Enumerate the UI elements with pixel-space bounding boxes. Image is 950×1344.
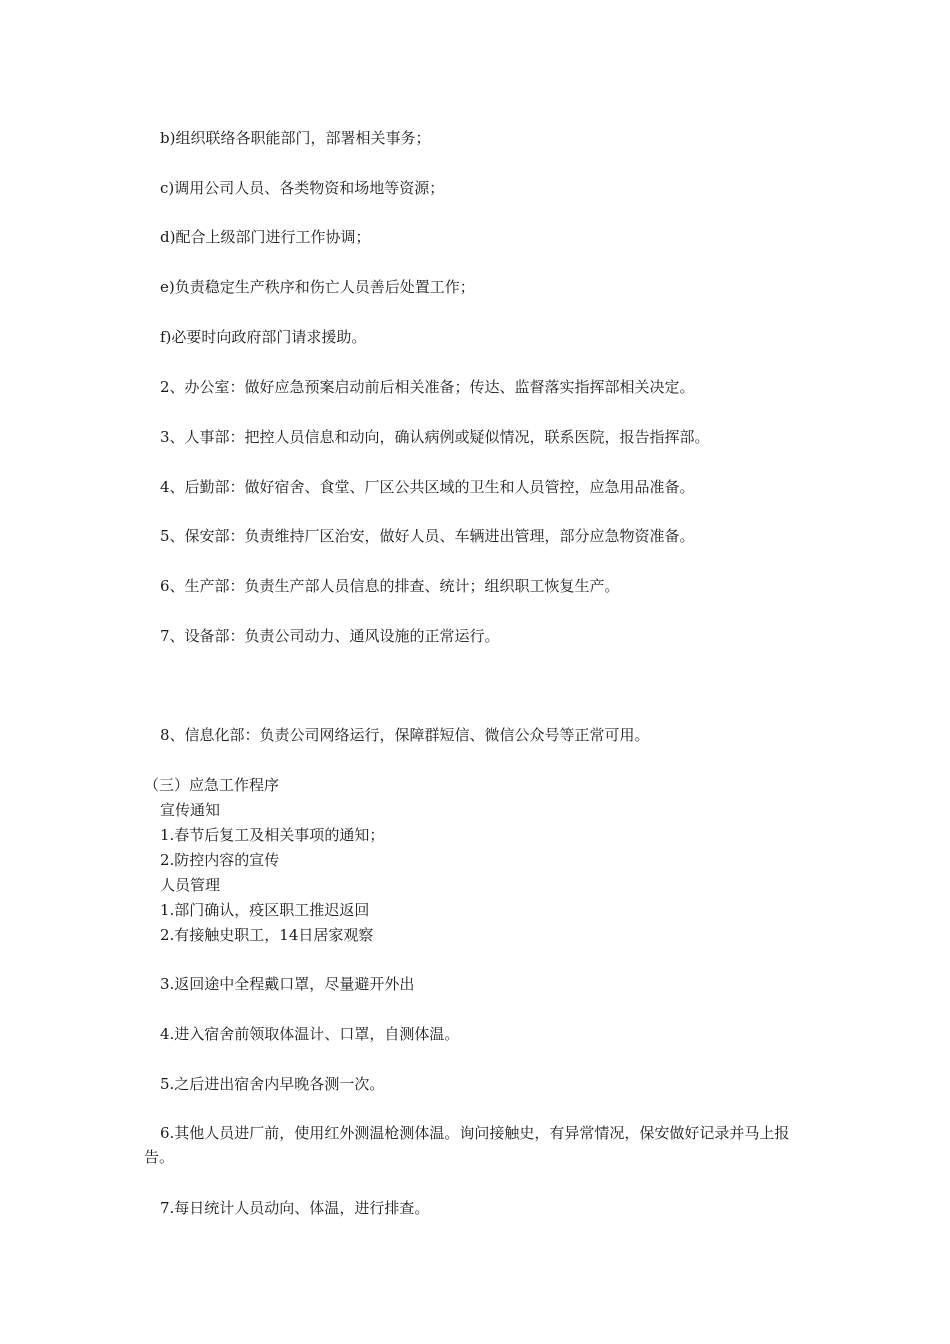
section-heading: （三）应急工作程序 — [144, 776, 280, 794]
paragraph-hr: 3、人事部：把控人员信息和动向，确认病例或疑似情况，联系医院，报告指挥部。 — [160, 428, 710, 446]
list-item: 7.每日统计人员动向、体温，进行排查。 — [160, 1199, 430, 1217]
paragraph-c: c)调用公司人员、各类物资和场地等资源； — [160, 179, 445, 197]
subheading-personnel: 人员管理 — [160, 876, 221, 894]
list-item: 5.之后进出宿舍内早晚各测一次。 — [160, 1075, 385, 1093]
paragraph-production: 6、生产部：负责生产部人员信息的排查、统计；组织职工恢复生产。 — [160, 577, 620, 595]
paragraph-equipment: 7、设备部：负责公司动力、通风设施的正常运行。 — [160, 627, 500, 645]
paragraph-security: 5、保安部：负责维持厂区治安，做好人员、车辆进出管理，部分应急物资准备。 — [160, 527, 695, 545]
paragraph-it: 8、信息化部：负责公司网络运行，保障群短信、微信公众号等正常可用。 — [160, 726, 650, 744]
list-item: 4.进入宿舍前领取体温计、口罩，自测体温。 — [160, 1025, 460, 1043]
list-item: 6.其他人员进厂前，使用红外测温枪测体温。询问接触史，有异常情况，保安做好记录并马上报告。 — [144, 1124, 790, 1166]
list-item: 1.部门确认，疫区职工推迟返回 — [160, 901, 370, 919]
list-item: 2.有接触史职工，14日居家观察 — [160, 926, 374, 944]
list-item: 3.返回途中全程戴口罩，尽量避开外出 — [160, 975, 415, 993]
paragraph-d: d)配合上级部门进行工作协调； — [160, 228, 371, 246]
paragraph-logistics: 4、后勤部：做好宿舍、食堂、厂区公共区域的卫生和人员管控，应急用品准备。 — [160, 478, 695, 496]
list-item: 2.防控内容的宣传 — [160, 851, 280, 869]
paragraph-f: f)必要时向政府部门请求援助。 — [160, 328, 367, 346]
paragraph-b: b)组织联络各职能部门，部署相关事务； — [160, 129, 431, 147]
list-item: 1.春节后复工及相关事项的通知； — [160, 826, 385, 844]
paragraph-e: e)负责稳定生产秩序和伤亡人员善后处置工作； — [160, 278, 475, 296]
paragraph-office: 2、办公室：做好应急预案启动前后相关准备；传达、监督落实指挥部相关决定。 — [160, 378, 695, 396]
subheading-publicity: 宣传通知 — [160, 801, 221, 819]
